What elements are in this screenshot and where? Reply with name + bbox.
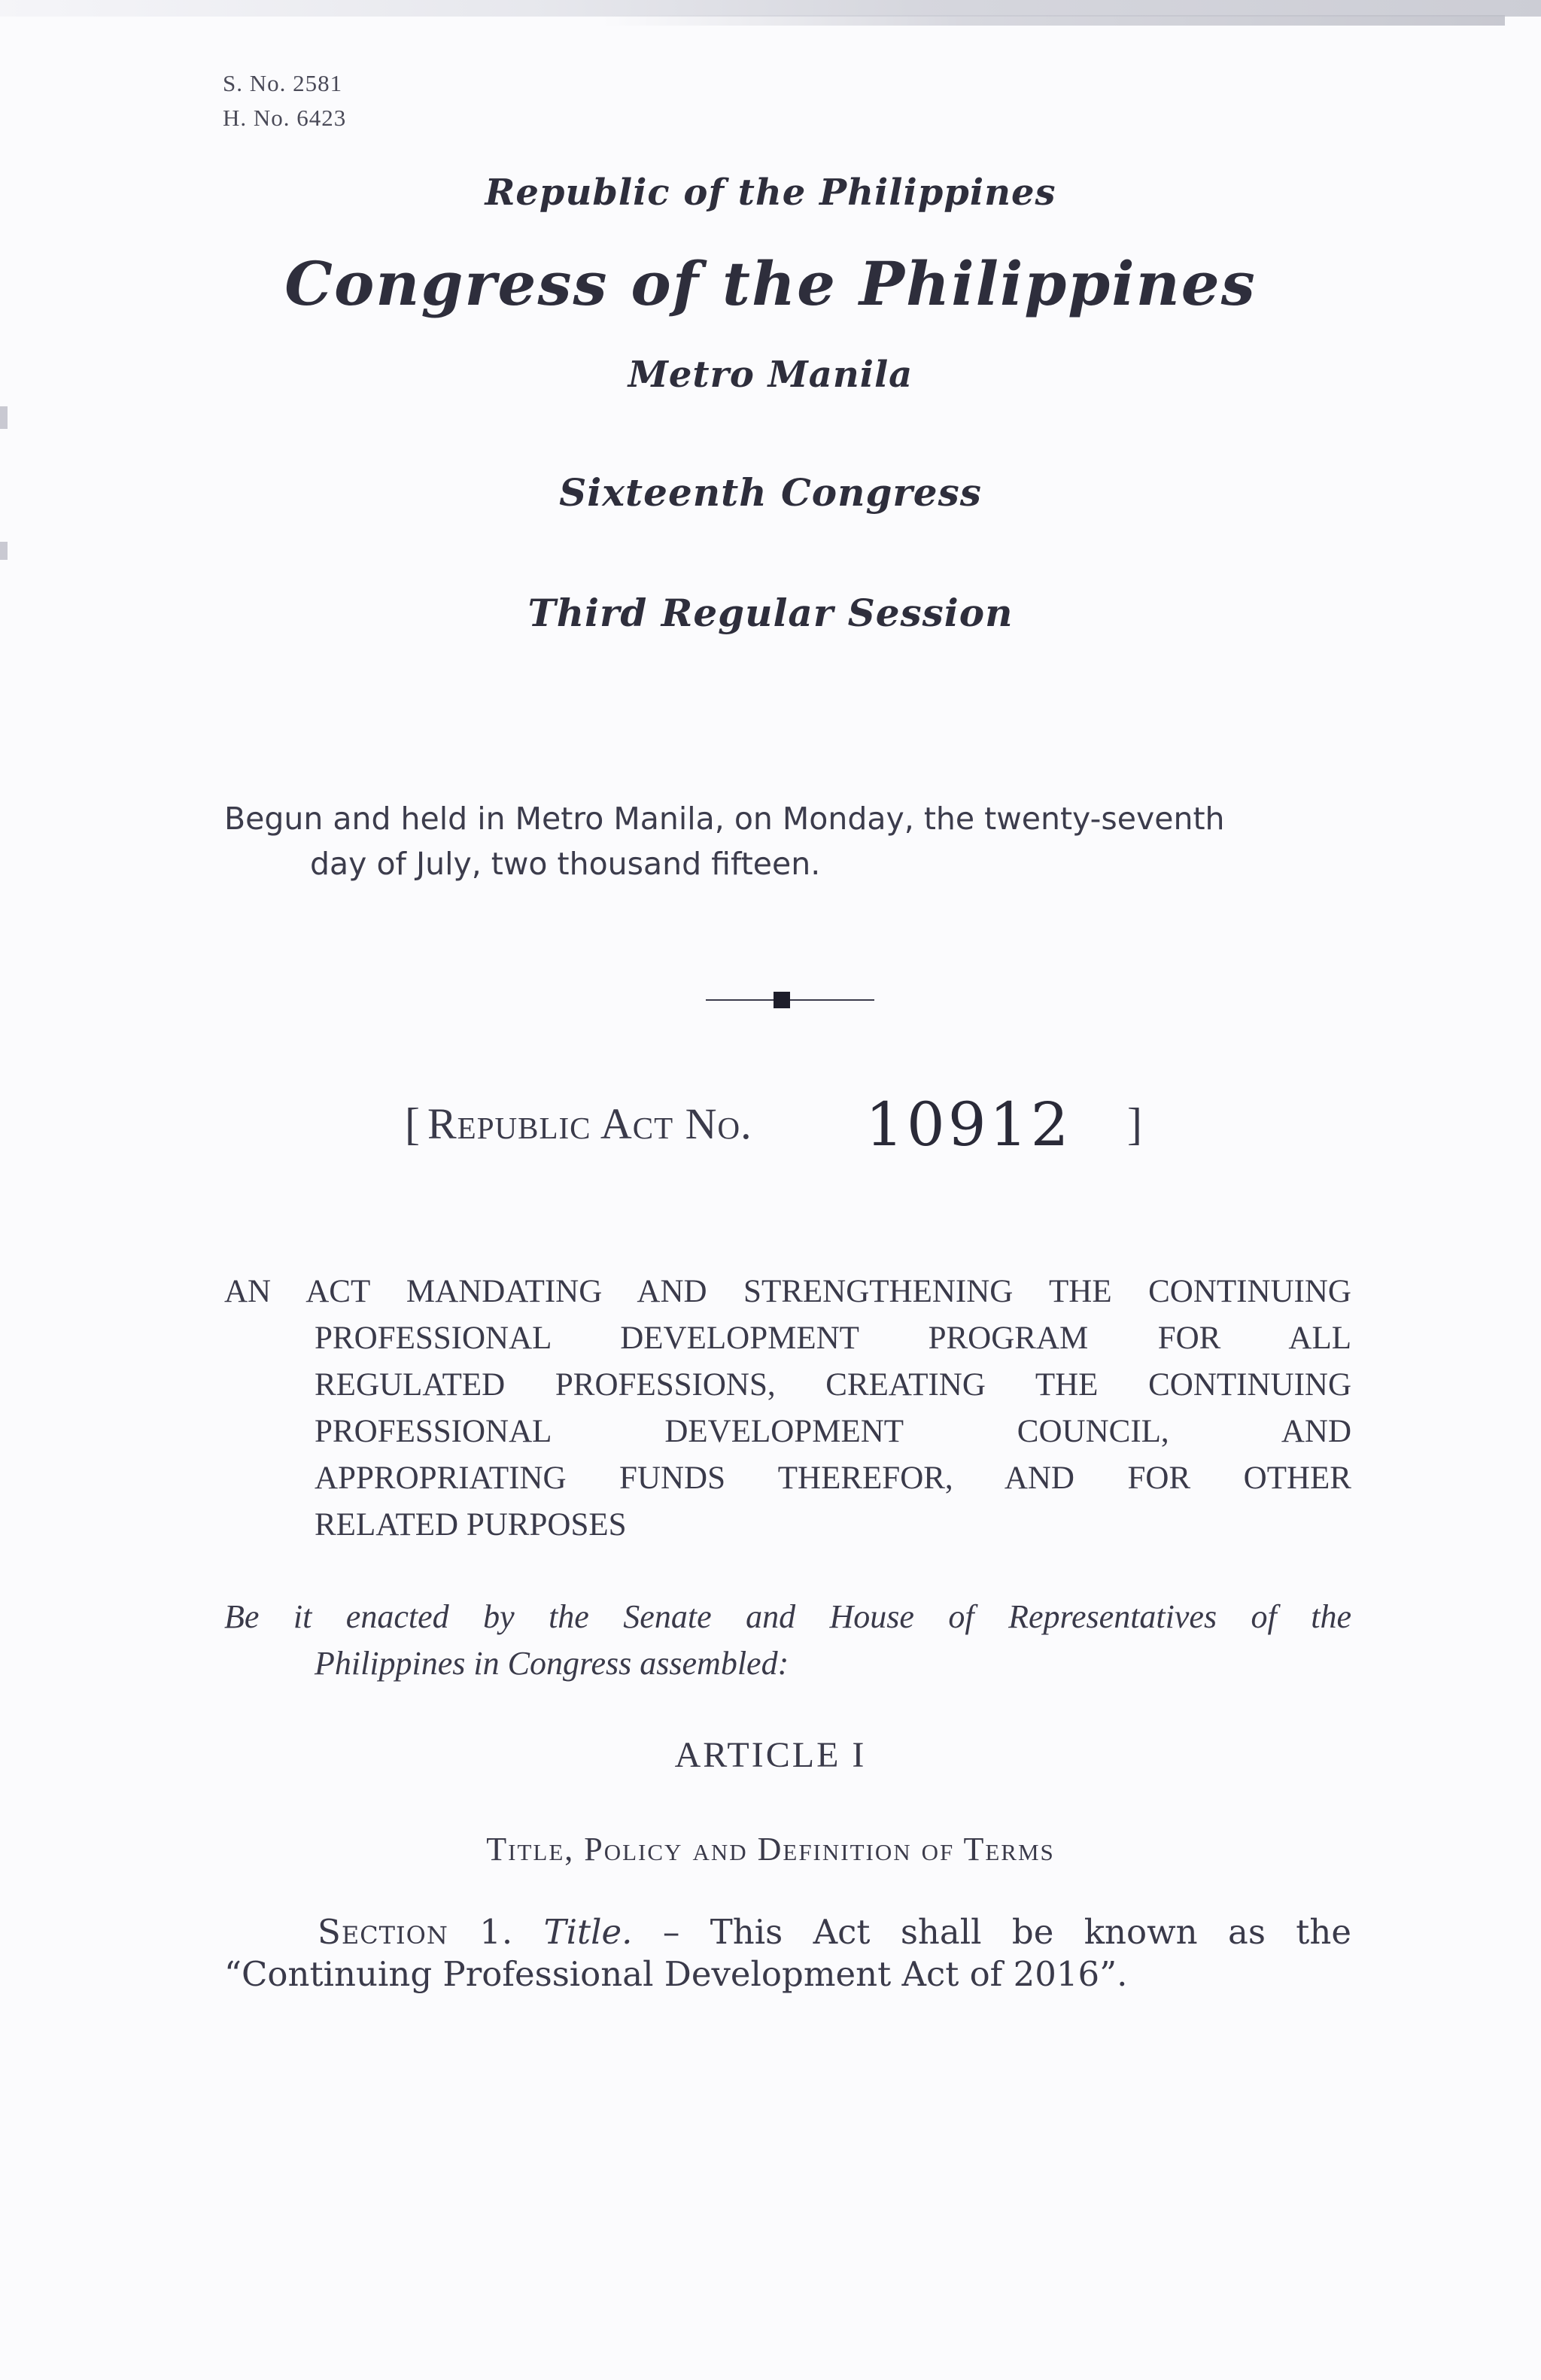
enacting-line-2: Philippines in Congress assembled: — [315, 1645, 789, 1682]
city-heading: Metro Manila — [628, 354, 913, 396]
enacting-clause — [224, 1594, 1351, 1687]
divider-line-right — [790, 999, 874, 1001]
enacting-line-1: Be it enacted by the Senate and House of Representatives of the — [224, 1598, 1351, 1635]
divider-line-left — [706, 999, 774, 1001]
section-1-line-2: “Continuing Professional Development Act of 2016”. — [224, 1954, 1128, 1994]
congress-heading: Congress of the Philippines — [284, 248, 1257, 319]
scan-top-shadow — [602, 15, 1505, 26]
scan-edge-mark — [0, 406, 8, 429]
act-title-line: PROFESSIONAL DEVELOPMENT PROGRAM FOR ALL — [315, 1321, 1351, 1356]
begun-line-1: Begun and held in Metro Manila, on Monday, the twenty-seventh — [224, 801, 1225, 837]
bracket-close: ] — [1127, 1099, 1142, 1149]
act-title-line: PROFESSIONAL DEVELOPMENT COUNCIL, AND — [315, 1414, 1351, 1449]
section-1-label: Section 1. — [318, 1912, 514, 1952]
section-1 — [224, 1911, 1351, 1995]
article-heading: ARTICLE I — [674, 1735, 867, 1775]
republic-act-label: Republic Act No. — [427, 1099, 752, 1148]
scan-edge-mark — [0, 542, 8, 560]
act-title-line: RELATED PURPOSES — [315, 1507, 627, 1543]
article-subheading: Title, Policy and Definition of Terms — [486, 1831, 1055, 1868]
act-title-line: AN ACT MANDATING AND STRENGTHENING THE CONTINUING — [224, 1274, 1351, 1309]
begun-clause — [224, 796, 1353, 886]
republic-heading: Republic of the Philippines — [485, 172, 1056, 214]
section-1-line-1 — [224, 1911, 1351, 1953]
begun-line-2: day of July, two thousand fifteen. — [310, 846, 821, 882]
section-1-title: Title. — [543, 1912, 633, 1952]
section-divider-ornament — [706, 992, 874, 1008]
republic-act-value: 10912 — [865, 1090, 1072, 1160]
act-title-line: REGULATED PROFESSIONS, CREATING THE CONTINUING — [315, 1367, 1351, 1403]
house-bill-number: H. No. 6423 — [223, 105, 347, 131]
bill-numbers — [223, 66, 346, 135]
section-1-text: – This Act shall be known as the — [662, 1912, 1352, 1952]
divider-square-icon — [774, 992, 790, 1008]
act-title — [224, 1269, 1351, 1549]
senate-bill-number: S. No. 2581 — [223, 70, 343, 96]
congress-number-heading: Sixteenth Congress — [559, 470, 982, 515]
act-title-line: APPROPRIATING FUNDS THEREFOR, AND FOR OTHER — [315, 1461, 1351, 1496]
bracket-open: [ — [405, 1099, 420, 1149]
republic-act-number — [405, 1090, 1157, 1165]
session-heading: Third Regular Session — [527, 591, 1014, 635]
scan-top-edge — [0, 0, 1541, 17]
